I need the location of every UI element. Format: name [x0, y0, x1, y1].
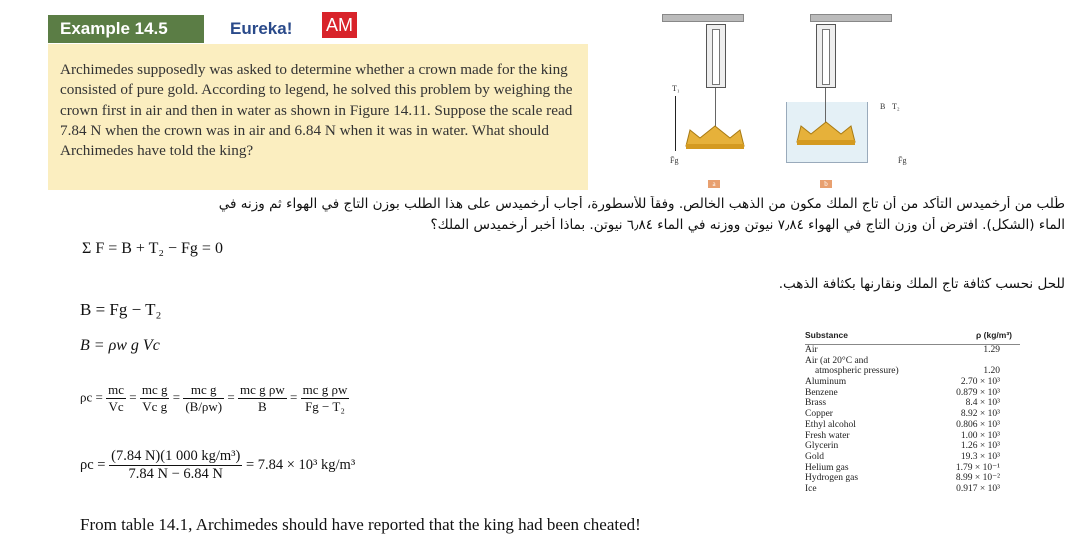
- density-cell: 1.00 × 10³: [960, 430, 1000, 441]
- weight-label-b: F̄g: [898, 156, 907, 165]
- table-row: [805, 345, 1020, 356]
- table-row: [805, 441, 1020, 452]
- figure-label-a: a: [708, 180, 720, 188]
- spring-scale-b: [816, 24, 836, 88]
- fraction-3: $\frac{\text{mc g}}{(B/\rho w)}$: [185, 382, 223, 414]
- equation-buoyancy-1: B = Fg − T₂: [80, 300, 162, 319]
- density-cell: 0.806 × 10³: [956, 419, 1000, 430]
- equation-force-sum: Σ F = B + T₂ − Fg = 0: [82, 240, 223, 257]
- arabic-solution-intro: للحل نحسب كثافة تاج الملك ونقارنها بكثافة الذهب.: [778, 276, 1065, 292]
- support-bar-b: [810, 14, 892, 22]
- example-box: [48, 10, 588, 190]
- density-cell: 1.79 × 10⁻¹: [955, 462, 1000, 473]
- table-body: [805, 345, 1020, 495]
- conclusion-text: From table 14.1, Archimedes should have reported that the king had been cheated!: [80, 515, 641, 534]
- table-row: [805, 463, 1020, 474]
- substance-cell: Aluminum: [805, 377, 847, 388]
- table-row: [805, 431, 1020, 442]
- rope-b: [825, 88, 826, 124]
- density-cell: 8.99 × 10⁻²: [955, 473, 1000, 484]
- fraction-4: $\frac{\text{mc g ρw}}{B}$: [239, 382, 285, 414]
- table-row: [805, 409, 1020, 420]
- arabic-problem-line-2: الماء (الشكل). افترض أن وزن التاج في الهواء ٧٫٨٤ نيوتن ووزنه في الماء ٦٫٨٤ نيوتن. بماذا أخبر أرخميدس الملك؟: [430, 217, 1065, 233]
- substance-cell: Ice: [805, 483, 817, 494]
- density-table: [805, 330, 1020, 495]
- fraction-1: $\frac{mc}{Vc}$: [108, 382, 124, 414]
- calc-fraction: $\frac{\text{(7.84 N)(1 000 kg/m³)}}{7.84 N - 6.84 N}$: [111, 448, 241, 482]
- tension-label-b: T₂: [892, 102, 900, 111]
- table-row: [805, 377, 1020, 388]
- density-cell: 8.92 × 10³: [960, 409, 1000, 420]
- substance-cell: Copper: [805, 409, 833, 420]
- substance-cell: Benzene: [805, 387, 838, 398]
- density-cell: 1.29: [983, 345, 1000, 355]
- substance-cell: Glycerin: [805, 441, 839, 452]
- substance-cell: Air: [805, 345, 818, 355]
- rope-a: [715, 88, 716, 128]
- substance-cell: Brass: [805, 398, 827, 409]
- substance-cell: Air (at 20°C and: [805, 355, 869, 366]
- density-derivation: ρc = $\frac{mc}{Vc}$ = $\frac{\text{mc g}}{\text{Vc g}}$ = $\frac{\text{mc g}}{(B/\rho w)}$ = $\frac{\text{mc g ρw}}{B}$ = $\frac{\text{mc g ρw}}{\text{Fg − T₂}}$: [80, 382, 348, 414]
- arabic-problem-line-1: طُلب من أرخميدس التأكد من أن تاج الملك مكون من الذهب الخالص. وفقاً للأسطورة، أجاب أرخميدس على هذا الطلب بوزن التاج في الهواء ثم وزنه في: [218, 196, 1065, 212]
- table-row: [805, 398, 1020, 409]
- figure-crown-weighing: [640, 10, 930, 190]
- example-problem-text: Archimedes supposedly was asked to determine whether a crown made for the king consisted of pure gold. According to legend, he solved this problem by weighing the crown first in air and then in water as shown in Figure 14.11. Suppose the scale read 7.84 N when the crown was in air and 6.84 N when it was in water. What should Archimedes have told the king?: [60, 61, 573, 160]
- fraction-5: $\frac{\text{mc g ρw}}{\text{Fg − T₂}}$: [302, 382, 348, 414]
- density-cell: 1.26 × 10³: [960, 441, 1000, 452]
- table-row: [805, 473, 1020, 484]
- table-row: [805, 388, 1020, 399]
- density-cell: 2.70 × 10³: [960, 377, 1000, 388]
- rho-lhs: ρc =: [80, 389, 103, 405]
- example-number: Example 14.5: [48, 15, 204, 43]
- am-badge: AM: [322, 12, 357, 38]
- substance-cell: Helium gas: [805, 462, 849, 473]
- rho-lhs-2: ρc =: [80, 456, 106, 473]
- substance-cell: atmospheric pressure): [815, 366, 899, 377]
- calc-result: = 7.84 × 10³ kg/m³: [245, 456, 356, 473]
- table-row: [805, 366, 1020, 377]
- density-cell: 19.3 × 10³: [960, 451, 1000, 462]
- substance-cell: Hydrogen gas: [805, 473, 859, 484]
- density-cell: 1.20: [983, 366, 1000, 377]
- example-title: Eureka!: [230, 19, 293, 38]
- table-row: [805, 452, 1020, 463]
- header-substance: Substance: [805, 330, 848, 340]
- substance-cell: Fresh water: [805, 430, 850, 441]
- substance-cell: Ethyl alcohol: [805, 419, 856, 430]
- density-calculation: [80, 448, 355, 483]
- spring-scale-a: [706, 24, 726, 88]
- density-cell: 0.879 × 10³: [956, 387, 1000, 398]
- equation-buoyancy-2: B = ρw g Vc: [80, 337, 160, 354]
- density-cell: 8.4 × 10³: [965, 398, 1000, 409]
- table-row: [805, 356, 1020, 367]
- support-bar-a: [662, 14, 744, 22]
- crown-icon: [684, 124, 746, 150]
- header-density: ρ (kg/m³): [976, 330, 1012, 340]
- table-row: [805, 484, 1020, 495]
- arrow-t1: [675, 96, 676, 151]
- table-header: [805, 330, 1020, 345]
- fraction-2: $\frac{\text{mc g}}{\text{Vc g}}$: [141, 382, 168, 414]
- weight-label-a: F̄g: [670, 156, 679, 165]
- figure-label-b: b: [820, 180, 832, 188]
- table-row: [805, 420, 1020, 431]
- crown-submerged-icon: [795, 120, 857, 146]
- substance-cell: Gold: [805, 451, 824, 462]
- tension-label-a: T₁: [672, 84, 680, 93]
- buoyancy-label: B: [880, 102, 886, 111]
- density-cell: 0.917 × 10³: [956, 483, 1000, 494]
